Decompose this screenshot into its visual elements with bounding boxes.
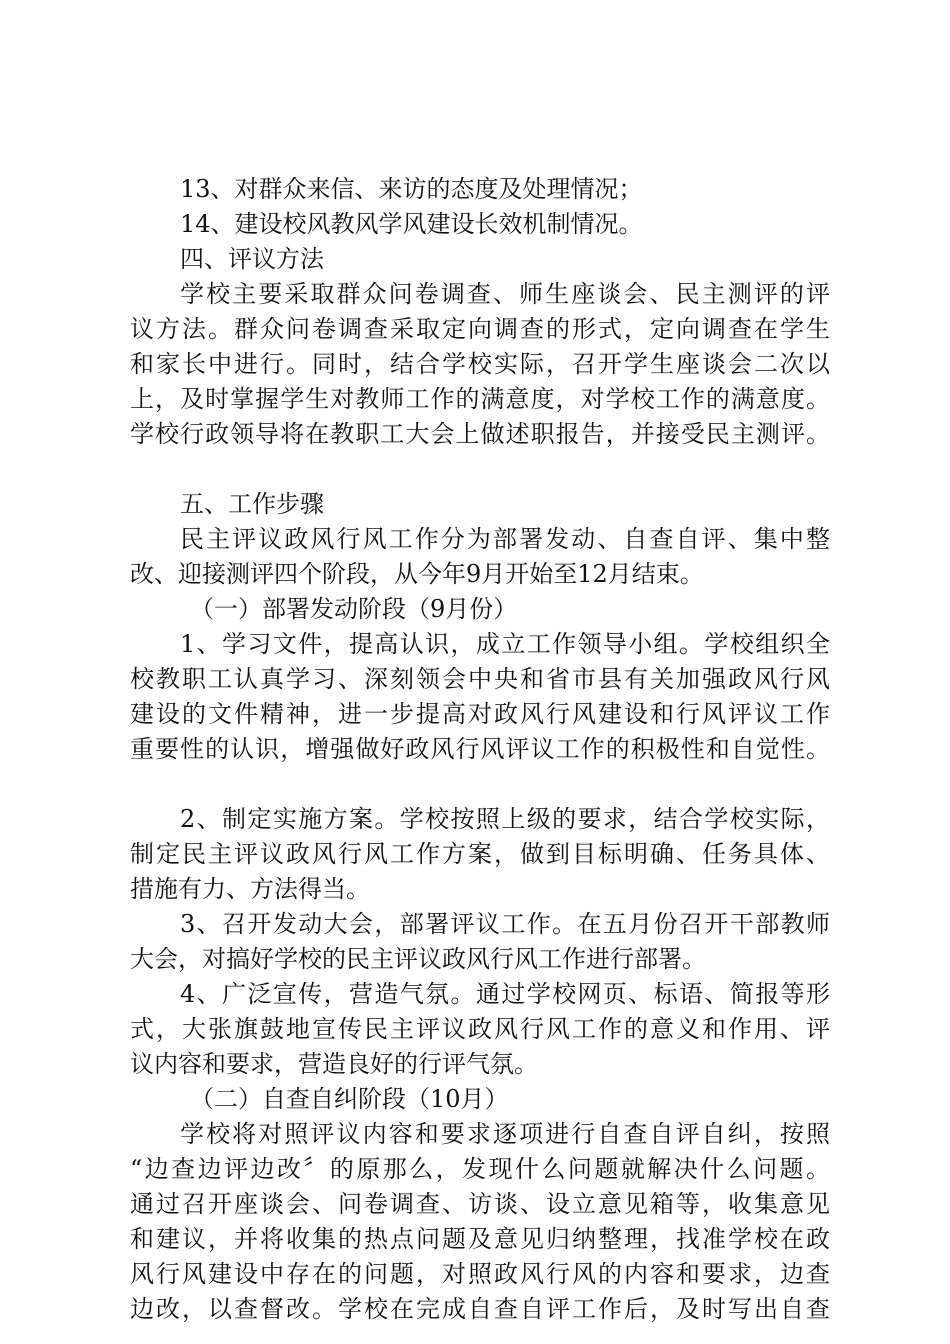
blank-line bbox=[130, 767, 830, 802]
paragraph-line: 13、对群众来信、来访的态度及处理情况； bbox=[180, 175, 643, 203]
paragraph-line: 制定民主评议政风行风工作方案，做到目标明确、任务具体、 bbox=[130, 840, 830, 868]
paragraph-line: 4、广泛宣传，营造气氛。通过学校网页、标语、简报等形 bbox=[180, 980, 830, 1008]
paragraph-line: 上，及时掌握学生对教师工作的满意度，对学校工作的满意度。 bbox=[130, 385, 830, 413]
paragraph-line: 五、工作步骤 bbox=[180, 490, 324, 518]
paragraph-line: 学校将对照评议内容和要求逐项进行自查自评自纠，按照 bbox=[180, 1120, 830, 1148]
paragraph-line: 边改，以查督改。学校在完成自查自评工作后，及时写出自查 bbox=[130, 1295, 830, 1323]
paragraph-line: 3、召开发动大会，部署评议工作。在五月份召开干部教师 bbox=[180, 910, 830, 938]
paragraph-line: 和建议，并将收集的热点问题及意见归纳整理，找准学校在政 bbox=[130, 1225, 830, 1253]
paragraph-line: 大会，对搞好学校的民主评议政风行风工作进行部署。 bbox=[130, 945, 706, 973]
paragraph-line: 改、迎接测评四个阶段，从今年9月开始至12月结束。 bbox=[130, 560, 704, 588]
paragraph-line: 1、学习文件，提高认识，成立工作领导小组。学校组织全 bbox=[180, 630, 830, 658]
paragraph-line: 2、制定实施方案。学校按照上级的要求，结合学校实际， bbox=[180, 805, 830, 833]
paragraph-line: 通过召开座谈会、问卷调查、访谈、设立意见箱等，收集意见 bbox=[130, 1190, 830, 1218]
paragraph-line: 民主评议政风行风工作分为部署发动、自查自评、集中整 bbox=[180, 525, 830, 553]
paragraph-line: 议方法。群众问卷调查采取定向调查的形式，定向调查在学生 bbox=[130, 315, 830, 343]
paragraph-line: 学校行政领导将在教职工大会上做述职报告，并接受民主测评。 bbox=[130, 420, 830, 448]
paragraph-line: （二）自查自纠阶段（10月） bbox=[190, 1085, 509, 1113]
blank-line bbox=[130, 452, 830, 487]
paragraph-line: 措施有力、方法得当。 bbox=[130, 875, 370, 903]
paragraph-line: 和家长中进行。同时，结合学校实际，召开学生座谈会二次以 bbox=[130, 350, 830, 378]
paragraph-line: 建设的文件精神，进一步提高对政风行风建设和行风评议工作 bbox=[130, 700, 830, 728]
document-body bbox=[130, 172, 830, 1327]
paragraph-line: （一）部署发动阶段（9月份） bbox=[190, 595, 518, 623]
paragraph-line: 议内容和要求，营造良好的行评气氛。 bbox=[130, 1050, 538, 1078]
paragraph-line: 学校主要采取群众问卷调查、师生座谈会、民主测评的评 bbox=[180, 280, 830, 308]
paragraph-line: 重要性的认识，增强做好政风行风评议工作的积极性和自觉性。 bbox=[130, 735, 830, 763]
paragraph-line: 校教职工认真学习、深刻领会中央和省市县有关加强政风行风 bbox=[130, 665, 830, 693]
paragraph-line: 风行风建设中存在的问题，对照政风行风的内容和要求，边查 bbox=[130, 1260, 830, 1288]
paragraph-line: 14、建设校风教风学风建设长效机制情况。 bbox=[180, 210, 643, 238]
paragraph-line: 四、评议方法 bbox=[180, 245, 324, 273]
paragraph-line: 式，大张旗鼓地宣传民主评议政风行风工作的意义和作用、评 bbox=[130, 1015, 830, 1043]
paragraph-line: “边查边评边改〞的原那么，发现什么问题就解决什么问题。 bbox=[130, 1155, 830, 1183]
